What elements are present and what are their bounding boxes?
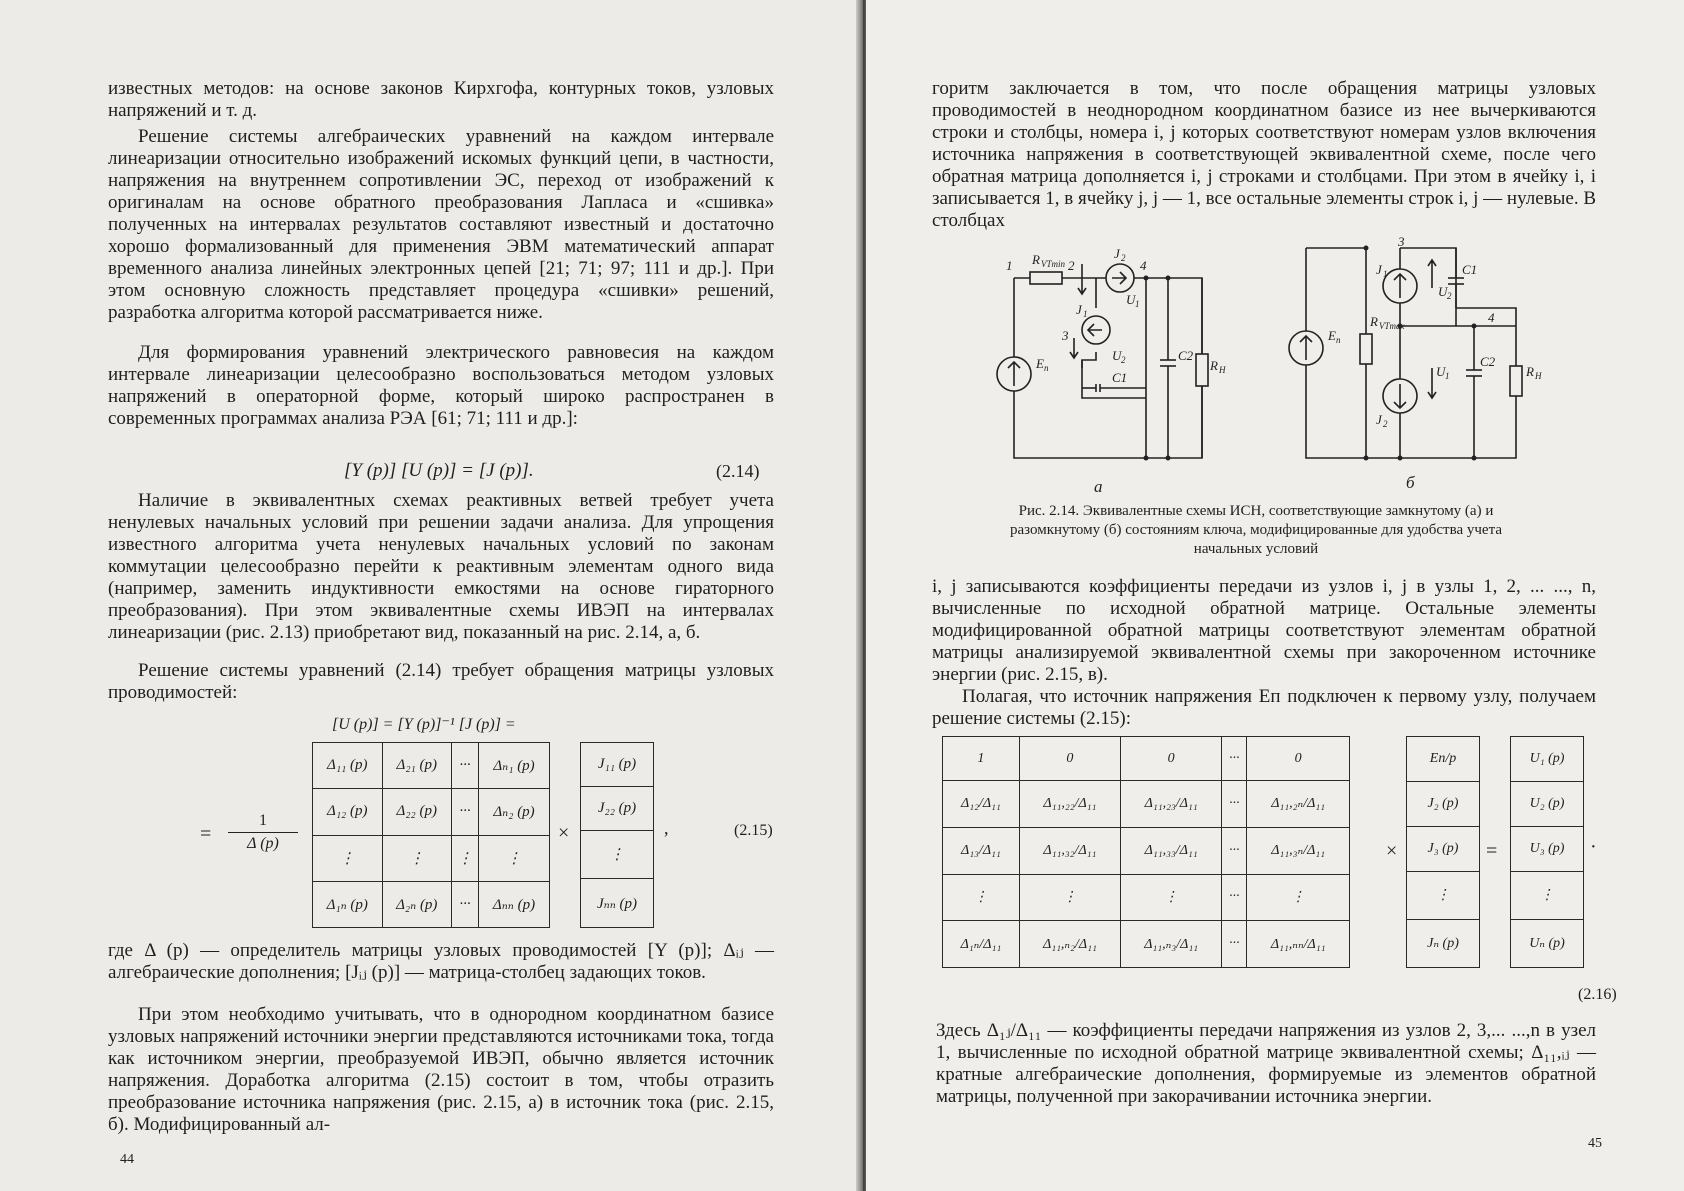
matrix-cell: 0 — [1019, 737, 1120, 781]
resistor-label: R — [1370, 314, 1378, 329]
page-number-right: 45 — [1588, 1136, 1602, 1151]
source-label: E — [1036, 356, 1044, 371]
times-sign: × — [1386, 840, 1398, 862]
right-para-1: горитм заключается в том, что после обращения матрицы узловых проводимостей в неоднородном координатном базисе из нее вычеркиваются строки и столбцы, номера i, j которых соответствуют номерам узлов включения источника напряжения в соответствующей эквивалентной схеме, после чего обратная матрица дополняется i, j строками и столбцами. При этом в ячейку i, i записывается 1, в ячейку j, j — 1, все остальные элементы строк i, j — нулевые. В столбцах — [932, 78, 1596, 231]
vector-cell: Jₙ (p) — [1407, 920, 1480, 968]
vector-cell: J₂ (p) — [1407, 782, 1480, 827]
figure-letter-b: б — [1406, 473, 1415, 492]
matrix-cell: 0 — [1247, 737, 1350, 781]
node-label: 4 — [1488, 310, 1495, 325]
resistor-sub: VTmin — [1041, 259, 1066, 269]
matrix-cell: Δ₁₁,₂ₙ/Δ₁₁ — [1247, 781, 1350, 828]
left-para-4: Наличие в эквивалентных схемах реактивных ветвей требует учета ненулевых начальных условий при решении задачи анализа. Для упрощения известного алгоритма учета ненулевых начальных условий по законам коммутации целесообразно перейти к реактивным элементам одного вида (например, заменить индуктивности емкостями на основе гираторного преобразования). При этом эквивалентные схемы ИВЭП на интервалах линеаризации (рис. 2.13) приобретают вид, показанный на рис. 2.14, а, б. — [108, 490, 774, 643]
delta-cell: Δₙ₂ (p) — [479, 789, 550, 835]
delta-cell: ··· — [452, 881, 479, 927]
delta-cell: Δ₁₁ (p) — [313, 743, 383, 789]
matrix-cell: 1 — [943, 737, 1020, 781]
source-label: J — [1376, 412, 1382, 427]
delta-cell: Δ₂₂ (p) — [382, 789, 452, 835]
delta-cell: ⋮ — [452, 835, 479, 881]
source-sub: п — [1044, 363, 1049, 373]
fraction-bar — [228, 832, 298, 833]
left-para-6: где Δ (p) — определитель матрицы узловых проводимостей [Y (p)]; Δᵢⱼ — алгебраические дополнения; [Jᵢⱼ (p)] — матрица-столбец задающих токов. — [108, 940, 774, 983]
delta-matrix — [312, 742, 550, 928]
capacitor-label: C1 — [1462, 262, 1478, 277]
equation-number-2-14: (2.14) — [716, 461, 760, 481]
fraction-numerator: 1 — [259, 812, 267, 829]
left-para-1: известных методов: на основе законов Кирхгофа, контурных токов, узловых напряжений и т. д. — [108, 78, 774, 121]
resistor-label: R — [1526, 364, 1534, 379]
delta-cell: Δₙₙ (p) — [479, 881, 550, 927]
matrix-cell: Δ₁₁,ₙ₂/Δ₁₁ — [1019, 921, 1120, 968]
voltage-label: U — [1112, 348, 1122, 363]
j-cell: J₂₂ (p) — [581, 786, 654, 830]
left-para-5: Решение системы уравнений (2.14) требует обращения матрицы узловых проводимостей: — [108, 660, 774, 703]
source-sub: 2 — [1383, 419, 1388, 429]
source-sub: п — [1336, 335, 1341, 345]
delta-cell: ⋮ — [479, 835, 550, 881]
matrix-cell: Δ₁₂/Δ₁₁ — [943, 781, 1020, 828]
capacitor-label: C1 — [1112, 370, 1128, 385]
right-para-3: Полагая, что источник напряжения Eп подключен к первому узлу, получаем решение системы (2.15): — [932, 686, 1596, 729]
delta-cell: ··· — [452, 789, 479, 835]
matrix-cell: Δ₁₁,₃ₙ/Δ₁₁ — [1247, 827, 1350, 874]
fraction: = 1 Δ (p) — [222, 812, 304, 853]
vector-cell: U₁ (p) — [1511, 737, 1584, 782]
source-vector — [1406, 736, 1480, 968]
equation-2-14: [Y (p)] [U (p)] = [J (p)]. — [344, 460, 534, 481]
matrix-cell: ··· — [1222, 737, 1247, 781]
node-label: 1 — [1006, 258, 1013, 273]
matrix-cell: ⋮ — [943, 874, 1020, 921]
matrix-cell: Δ₁₁,₂₃/Δ₁₁ — [1121, 781, 1222, 828]
left-para-7: При этом необходимо учитывать, что в однородном координатном базисе узловых напряжений источники энергии представляются источниками тока, тогда как источником энергии, преобразуемой ИВЭП, обычно является источник напряжения. Доработка алгоритма (2.15) состоит в том, чтобы отразить преобразование источника напряжения (рис. 2.15, а) в источник тока (рис. 2.15, б). Модифицированный ал- — [108, 1004, 774, 1135]
equation-number-2-15: (2.15) — [734, 822, 773, 839]
j-cell: Jₙₙ (p) — [581, 879, 654, 928]
voltage-sub: 2 — [1121, 355, 1126, 365]
matrix-cell: ⋮ — [1019, 874, 1120, 921]
source-label: J — [1114, 246, 1120, 261]
voltage-label: U — [1436, 364, 1446, 379]
vector-cell: U₃ (p) — [1511, 827, 1584, 872]
left-para-2: Решение системы алгебраических уравнений на каждом интервале линеаризации относительно изображений искомых функций цепи, в частности, напряжения на внутреннем сопротивлении ЭС, переход от изображений к оригиналам на основе обратного преобразования Лапласа и «сшивка» полученных на интервалах результатов составляют известный и достаточно хорошо формализованный для применения ЭВМ математический аппарат временного анализа линейных электронных цепей [21; 71; 97; 111 и др.]. При этом основную сложность представляет процедура «сшивки» решений, разработка алгоритма которой рассматривается ниже. — [108, 126, 774, 323]
source-sub: 2 — [1121, 253, 1126, 263]
equation-2-15-head: [U (p)] = [Y (p)]⁻¹ [J (p)] = — [332, 716, 516, 733]
matrix-cell: Δ₁ₙ/Δ₁₁ — [943, 921, 1020, 968]
figure-letter-a: а — [1094, 477, 1103, 496]
figure-caption: Рис. 2.14. Эквивалентные схемы ИСН, соответствующие замкнутому (а) и разомкнутому (б) состояниям ключа, модифицированные для удобства учета начальных условий — [1010, 503, 1502, 557]
fraction-denominator: Δ (p) — [247, 835, 279, 852]
matrix-cell: ··· — [1222, 921, 1247, 968]
matrix-cell: ⋮ — [1121, 874, 1222, 921]
voltage-sub: 1 — [1135, 299, 1140, 309]
matrix-cell: Δ₁₁,₂₂/Δ₁₁ — [1019, 781, 1120, 828]
resistor-label: R — [1032, 252, 1040, 267]
matrix-cell: Δ₁₁,₃₂/Δ₁₁ — [1019, 827, 1120, 874]
resistor-label: R — [1210, 358, 1218, 373]
matrix-cell: ··· — [1222, 874, 1247, 921]
source-sub: 1 — [1383, 269, 1388, 279]
j-cell: ⋮ — [581, 830, 654, 879]
matrix-cell: ··· — [1222, 827, 1247, 874]
voltage-label: U — [1126, 292, 1136, 307]
vector-cell: U₂ (p) — [1511, 782, 1584, 827]
resistor-sub: Н — [1535, 371, 1542, 381]
capacitor-label: C2 — [1178, 348, 1194, 363]
page-number-left: 44 — [120, 1152, 134, 1167]
voltage-sub: 1 — [1445, 371, 1450, 381]
right-page — [866, 0, 1684, 1191]
vector-cell: ⋮ — [1511, 872, 1584, 920]
delta-cell: ⋮ — [382, 835, 452, 881]
equals-sign: = — [1486, 840, 1498, 862]
node-label: 2 — [1068, 258, 1075, 273]
matrix-cell: Δ₁₁,ₙₙ/Δ₁₁ — [1247, 921, 1350, 968]
matrix-cell: Δ₁₃/Δ₁₁ — [943, 827, 1020, 874]
node-label: 3 — [1398, 234, 1405, 249]
capacitor-label: C2 — [1480, 354, 1496, 369]
comma: , — [664, 818, 669, 838]
circuit-figure-2-14 — [996, 234, 1596, 498]
source-label: J — [1376, 262, 1382, 277]
source-label: E — [1328, 328, 1336, 343]
vector-cell: Uₙ (p) — [1511, 920, 1584, 968]
j-cell: J₁₁ (p) — [581, 743, 654, 787]
matrix-cell: ⋮ — [1247, 874, 1350, 921]
voltage-label: U — [1438, 284, 1448, 299]
times-sign: × — [558, 822, 570, 844]
delta-cell: Δ₁ₙ (p) — [313, 881, 383, 927]
node-label: 4 — [1140, 258, 1147, 273]
modified-inverse-matrix — [942, 736, 1350, 968]
matrix-cell: ··· — [1222, 781, 1247, 828]
left-para-3: Для формирования уравнений электрического равновесия на каждом интервале линеаризации целесообразно воспользоваться методом узловых напряжений в операторной форме, который широко распространен в современных программах анализа РЭА [61; 71; 111 и др.]: — [108, 342, 774, 429]
source-label: J — [1076, 302, 1082, 317]
vector-cell: J₃ (p) — [1407, 827, 1480, 872]
voltage-sub: 2 — [1447, 291, 1452, 301]
matrix-cell: Δ₁₁,₃₃/Δ₁₁ — [1121, 827, 1222, 874]
matrix-cell: Δ₁₁,ₙ₃/Δ₁₁ — [1121, 921, 1222, 968]
right-para-4: Здесь Δ₁ⱼ/Δ₁₁ — коэффициенты передачи напряжения из узлов 2, 3,... ...,n в узел 1, вычисленные по исходной обратной матрице эквивалентной схемы; Δ₁₁,ᵢⱼ — кратные алгебраические дополнения, формируемые из элементов обратной матрицы, полученной при закорачивании источника энергии. — [936, 1020, 1596, 1107]
delta-cell: Δ₂ₙ (p) — [382, 881, 452, 927]
node-label: 3 — [1062, 328, 1069, 343]
delta-cell: ··· — [452, 743, 479, 789]
vector-cell: Eп/p — [1407, 737, 1480, 782]
voltage-vector — [1510, 736, 1584, 968]
equation-number-2-16: (2.16) — [1578, 986, 1617, 1003]
resistor-sub: VTmax — [1379, 321, 1405, 331]
period: · — [1590, 836, 1597, 858]
matrix-cell: 0 — [1121, 737, 1222, 781]
delta-cell: Δ₁₂ (p) — [313, 789, 383, 835]
resistor-sub: Н — [1219, 365, 1226, 375]
source-sub: 1 — [1083, 309, 1088, 319]
right-para-2: i, j записываются коэффициенты передачи из узлов i, j в узлы 1, 2, ... ..., n, вычисленные по исходной обратной матрице. Остальные элементы модифицированной обратной матрицы соответствуют элементам обратной матрицы анализируемой эквивалентной схемы при закороченном источнике энергии (рис. 2.15, в). — [932, 576, 1596, 685]
vector-cell: ⋮ — [1407, 872, 1480, 920]
j-vector — [580, 742, 654, 928]
delta-cell: Δ₂₁ (p) — [382, 743, 452, 789]
delta-cell: Δₙ₁ (p) — [479, 743, 550, 789]
delta-cell: ⋮ — [313, 835, 383, 881]
